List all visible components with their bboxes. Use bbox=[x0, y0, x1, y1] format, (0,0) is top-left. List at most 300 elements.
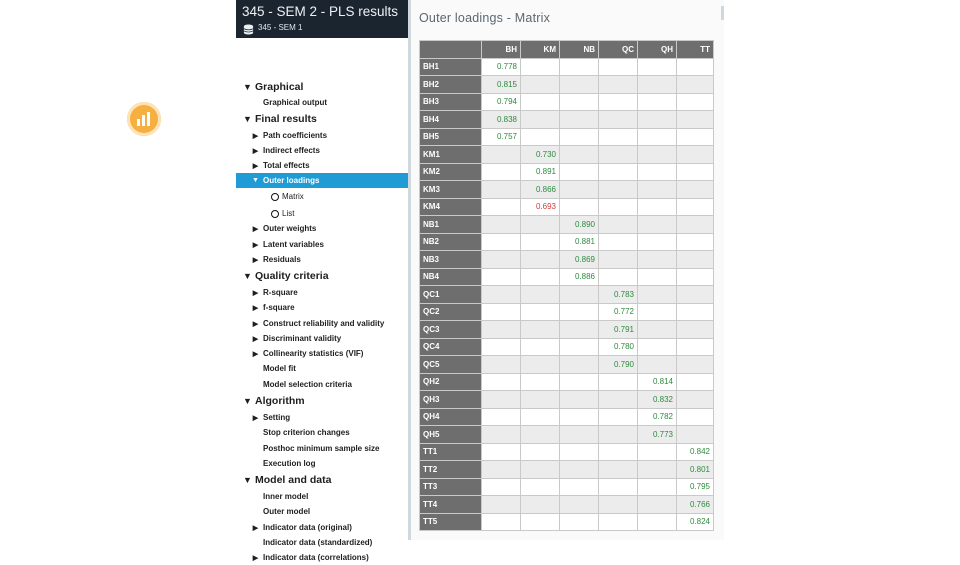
empty-cell bbox=[482, 233, 521, 251]
empty-cell bbox=[482, 496, 521, 514]
results-header bbox=[236, 0, 408, 38]
empty-cell bbox=[599, 496, 638, 514]
empty-cell bbox=[521, 408, 560, 426]
empty-cell bbox=[677, 338, 714, 356]
table-row bbox=[420, 356, 714, 374]
nav-item-label: Stop criterion changes bbox=[263, 428, 350, 437]
table-row bbox=[420, 426, 714, 444]
loading-value: 0.832 bbox=[638, 391, 677, 409]
empty-cell bbox=[638, 128, 677, 146]
nav-item-construct-reliability-and-validity[interactable] bbox=[236, 316, 423, 331]
empty-cell bbox=[560, 461, 599, 479]
loading-value: 0.890 bbox=[560, 216, 599, 234]
empty-cell bbox=[599, 181, 638, 199]
empty-cell bbox=[677, 251, 714, 269]
empty-cell bbox=[482, 216, 521, 234]
nav-item-label: Graphical output bbox=[263, 98, 327, 107]
empty-cell bbox=[599, 93, 638, 111]
loading-value: 0.866 bbox=[521, 181, 560, 199]
empty-cell bbox=[482, 513, 521, 531]
table-row bbox=[420, 163, 714, 181]
empty-cell bbox=[560, 198, 599, 216]
empty-cell bbox=[521, 373, 560, 391]
nav-item-label: Collinearity statistics (VIF) bbox=[263, 349, 364, 358]
empty-cell bbox=[638, 251, 677, 269]
column-header: KM bbox=[521, 41, 560, 59]
row-header: QC3 bbox=[420, 321, 482, 339]
empty-cell bbox=[599, 443, 638, 461]
row-header: TT1 bbox=[420, 443, 482, 461]
chart-badge-icon bbox=[127, 102, 161, 136]
nav-item-label: Indirect effects bbox=[263, 146, 320, 155]
nav-item-model-fit[interactable] bbox=[236, 361, 423, 376]
chevron-right-icon[interactable]: ▶ bbox=[252, 524, 259, 532]
empty-cell bbox=[560, 408, 599, 426]
empty-cell bbox=[560, 146, 599, 164]
empty-cell bbox=[482, 461, 521, 479]
row-header: BH2 bbox=[420, 76, 482, 94]
chevron-right-icon[interactable]: ▶ bbox=[252, 289, 259, 297]
loading-value: 0.778 bbox=[482, 58, 521, 76]
empty-cell bbox=[599, 251, 638, 269]
empty-cell bbox=[599, 216, 638, 234]
loading-value: 0.730 bbox=[521, 146, 560, 164]
empty-cell bbox=[599, 478, 638, 496]
empty-cell bbox=[482, 198, 521, 216]
nav-item-label: Model and data bbox=[255, 474, 332, 486]
chevron-right-icon[interactable]: ▶ bbox=[252, 350, 259, 358]
empty-cell bbox=[638, 356, 677, 374]
nav-item-outer-weights[interactable] bbox=[236, 221, 423, 236]
chevron-down-icon[interactable]: ▼ bbox=[243, 82, 252, 92]
empty-cell bbox=[560, 163, 599, 181]
empty-cell bbox=[482, 373, 521, 391]
nav-item-quality-criteria[interactable] bbox=[236, 268, 415, 284]
empty-cell bbox=[638, 198, 677, 216]
nav-item-label: Posthoc minimum sample size bbox=[263, 444, 380, 453]
table-row bbox=[420, 461, 714, 479]
empty-cell bbox=[677, 146, 714, 164]
row-header: NB1 bbox=[420, 216, 482, 234]
chevron-right-icon[interactable]: ▶ bbox=[252, 241, 259, 249]
nav-item-discriminant-validity[interactable] bbox=[236, 331, 423, 346]
nav-item-residuals[interactable] bbox=[236, 252, 423, 267]
nav-item-indirect-effects[interactable] bbox=[236, 143, 423, 158]
empty-cell bbox=[482, 478, 521, 496]
row-header: QC5 bbox=[420, 356, 482, 374]
empty-cell bbox=[482, 286, 521, 304]
empty-cell bbox=[677, 181, 714, 199]
loading-value: 0.838 bbox=[482, 111, 521, 129]
table-row bbox=[420, 146, 714, 164]
loading-value: 0.842 bbox=[677, 443, 714, 461]
loading-value: 0.693 bbox=[521, 198, 560, 216]
table-row bbox=[420, 408, 714, 426]
chevron-right-icon[interactable]: ▶ bbox=[252, 256, 259, 264]
empty-cell bbox=[482, 356, 521, 374]
empty-cell bbox=[677, 426, 714, 444]
row-header: NB4 bbox=[420, 268, 482, 286]
loading-value: 0.815 bbox=[482, 76, 521, 94]
empty-cell bbox=[521, 321, 560, 339]
empty-cell bbox=[599, 198, 638, 216]
empty-cell bbox=[560, 93, 599, 111]
empty-cell bbox=[560, 513, 599, 531]
empty-cell bbox=[521, 128, 560, 146]
empty-cell bbox=[599, 128, 638, 146]
empty-cell bbox=[638, 146, 677, 164]
empty-cell bbox=[521, 58, 560, 76]
empty-cell bbox=[482, 146, 521, 164]
empty-cell bbox=[599, 461, 638, 479]
nav-item-label: Algorithm bbox=[255, 395, 305, 407]
empty-cell bbox=[638, 513, 677, 531]
empty-cell bbox=[521, 461, 560, 479]
nav-item-label: Construct reliability and validity bbox=[263, 319, 385, 328]
nav-item-model-and-data[interactable] bbox=[236, 472, 415, 488]
row-header: NB3 bbox=[420, 251, 482, 269]
chevron-right-icon[interactable]: ▶ bbox=[252, 147, 259, 155]
empty-cell bbox=[482, 163, 521, 181]
empty-cell bbox=[638, 76, 677, 94]
empty-cell bbox=[599, 373, 638, 391]
matrix-corner bbox=[420, 41, 482, 59]
results-subtitle: 345 - SEM 1 bbox=[258, 23, 303, 32]
empty-cell bbox=[638, 181, 677, 199]
empty-cell bbox=[677, 408, 714, 426]
nav-item-label: Setting bbox=[263, 413, 291, 422]
table-row bbox=[420, 233, 714, 251]
chevron-down-icon[interactable]: ▼ bbox=[243, 271, 252, 281]
table-row bbox=[420, 373, 714, 391]
row-header: KM2 bbox=[420, 163, 482, 181]
empty-cell bbox=[599, 233, 638, 251]
row-header: TT5 bbox=[420, 513, 482, 531]
table-row bbox=[420, 181, 714, 199]
empty-cell bbox=[677, 268, 714, 286]
radio-icon[interactable] bbox=[271, 193, 279, 201]
empty-cell bbox=[638, 303, 677, 321]
nav-item-algorithm[interactable] bbox=[236, 393, 415, 409]
loading-value: 0.790 bbox=[599, 356, 638, 374]
empty-cell bbox=[560, 496, 599, 514]
nav-item-path-coefficients[interactable] bbox=[236, 128, 423, 143]
row-header: QH5 bbox=[420, 426, 482, 444]
chevron-down-icon[interactable]: ▼ bbox=[243, 475, 252, 485]
empty-cell bbox=[521, 268, 560, 286]
loading-value: 0.891 bbox=[521, 163, 560, 181]
nav-item-indicator-data-correlations[interactable] bbox=[236, 550, 423, 565]
row-header: BH5 bbox=[420, 128, 482, 146]
nav-item-label: Model selection criteria bbox=[263, 380, 352, 389]
empty-cell bbox=[560, 321, 599, 339]
nav-item-label: Outer loadings bbox=[263, 176, 320, 185]
empty-cell bbox=[521, 513, 560, 531]
empty-cell bbox=[677, 391, 714, 409]
page-title: Outer loadings - Matrix bbox=[419, 11, 551, 25]
empty-cell bbox=[677, 128, 714, 146]
table-row bbox=[420, 321, 714, 339]
loading-value: 0.791 bbox=[599, 321, 638, 339]
nav-item-label: Path coefficients bbox=[263, 131, 328, 140]
nav-item-inner-model[interactable] bbox=[236, 489, 423, 504]
empty-cell bbox=[677, 93, 714, 111]
empty-cell bbox=[599, 76, 638, 94]
empty-cell bbox=[677, 198, 714, 216]
empty-cell bbox=[482, 408, 521, 426]
nav-item-label: R-square bbox=[263, 288, 298, 297]
radio-icon[interactable] bbox=[271, 210, 279, 218]
empty-cell bbox=[599, 163, 638, 181]
empty-cell bbox=[677, 303, 714, 321]
empty-cell bbox=[521, 233, 560, 251]
nav-item-setting[interactable] bbox=[236, 410, 423, 425]
empty-cell bbox=[560, 356, 599, 374]
outer-loadings-matrix bbox=[419, 40, 714, 531]
nav-item-indicator-data-standardized[interactable] bbox=[236, 535, 423, 550]
empty-cell bbox=[482, 338, 521, 356]
empty-cell bbox=[482, 391, 521, 409]
empty-cell bbox=[677, 373, 714, 391]
empty-cell bbox=[638, 163, 677, 181]
empty-cell bbox=[638, 93, 677, 111]
empty-cell bbox=[560, 181, 599, 199]
nav-item-latent-variables[interactable] bbox=[236, 237, 423, 252]
table-row bbox=[420, 513, 714, 531]
loading-value: 0.780 bbox=[599, 338, 638, 356]
empty-cell bbox=[638, 233, 677, 251]
loading-value: 0.886 bbox=[560, 268, 599, 286]
empty-cell bbox=[599, 268, 638, 286]
loading-value: 0.795 bbox=[677, 478, 714, 496]
nav-item-label: Total effects bbox=[263, 161, 310, 170]
table-row bbox=[420, 58, 714, 76]
empty-cell bbox=[677, 233, 714, 251]
nav-item-model-selection-criteria[interactable] bbox=[236, 377, 423, 392]
empty-cell bbox=[638, 286, 677, 304]
nav-item-label: Model fit bbox=[263, 364, 296, 373]
database-icon bbox=[243, 22, 254, 40]
empty-cell bbox=[560, 426, 599, 444]
nav-item-label: Indicator data (standardized) bbox=[263, 538, 373, 547]
nav-item-indicator-data-original[interactable] bbox=[236, 520, 423, 535]
nav-item-f-square[interactable] bbox=[236, 300, 423, 315]
chevron-down-icon[interactable]: ▼ bbox=[243, 396, 252, 406]
chevron-down-icon[interactable]: ▼ bbox=[252, 177, 259, 184]
empty-cell bbox=[638, 111, 677, 129]
empty-cell bbox=[638, 443, 677, 461]
nav-item-label: f-square bbox=[263, 303, 295, 312]
chevron-right-icon[interactable]: ▶ bbox=[252, 414, 259, 422]
empty-cell bbox=[560, 478, 599, 496]
empty-cell bbox=[677, 356, 714, 374]
empty-cell bbox=[521, 478, 560, 496]
row-header: BH3 bbox=[420, 93, 482, 111]
row-header: TT4 bbox=[420, 496, 482, 514]
empty-cell bbox=[599, 58, 638, 76]
empty-cell bbox=[560, 373, 599, 391]
nav-item-label: Outer model bbox=[263, 507, 311, 516]
table-row bbox=[420, 268, 714, 286]
empty-cell bbox=[638, 268, 677, 286]
nav-item-label: Final results bbox=[255, 113, 317, 125]
empty-cell bbox=[677, 286, 714, 304]
row-header: TT2 bbox=[420, 461, 482, 479]
empty-cell bbox=[677, 163, 714, 181]
row-header: BH4 bbox=[420, 111, 482, 129]
row-header: QH3 bbox=[420, 391, 482, 409]
empty-cell bbox=[560, 303, 599, 321]
loading-value: 0.881 bbox=[560, 233, 599, 251]
nav-item-label: List bbox=[282, 209, 295, 218]
nav-item-outer-loadings[interactable] bbox=[236, 173, 423, 188]
table-row bbox=[420, 391, 714, 409]
nav-item-collinearity-statistics-vif[interactable] bbox=[236, 346, 423, 361]
empty-cell bbox=[638, 496, 677, 514]
loading-value: 0.783 bbox=[599, 286, 638, 304]
nav-item-label: Outer weights bbox=[263, 224, 317, 233]
empty-cell bbox=[677, 111, 714, 129]
empty-cell bbox=[521, 356, 560, 374]
table-row bbox=[420, 338, 714, 356]
empty-cell bbox=[521, 76, 560, 94]
table-row bbox=[420, 111, 714, 129]
nav-item-label: Latent variables bbox=[263, 240, 324, 249]
table-row bbox=[420, 496, 714, 514]
table-row bbox=[420, 286, 714, 304]
nav-item-label: Indicator data (correlations) bbox=[263, 553, 369, 562]
loading-value: 0.801 bbox=[677, 461, 714, 479]
table-row bbox=[420, 478, 714, 496]
row-header: KM3 bbox=[420, 181, 482, 199]
row-header: QC2 bbox=[420, 303, 482, 321]
empty-cell bbox=[560, 111, 599, 129]
loading-value: 0.814 bbox=[638, 373, 677, 391]
empty-cell bbox=[560, 443, 599, 461]
scrollbar[interactable] bbox=[721, 6, 724, 20]
empty-cell bbox=[560, 286, 599, 304]
empty-cell bbox=[677, 58, 714, 76]
empty-cell bbox=[521, 216, 560, 234]
nav-item-graphical[interactable] bbox=[236, 79, 415, 95]
column-header: NB bbox=[560, 41, 599, 59]
nav-item-label: Matrix bbox=[282, 192, 304, 201]
empty-cell bbox=[638, 321, 677, 339]
row-header: NB2 bbox=[420, 233, 482, 251]
nav-item-label: Indicator data (original) bbox=[263, 523, 352, 532]
matrix-header-row bbox=[420, 41, 714, 59]
row-header: QH2 bbox=[420, 373, 482, 391]
row-header: QC4 bbox=[420, 338, 482, 356]
table-row bbox=[420, 198, 714, 216]
empty-cell bbox=[521, 93, 560, 111]
empty-cell bbox=[677, 76, 714, 94]
empty-cell bbox=[638, 461, 677, 479]
table-row bbox=[420, 303, 714, 321]
empty-cell bbox=[638, 58, 677, 76]
table-row bbox=[420, 216, 714, 234]
row-header: BH1 bbox=[420, 58, 482, 76]
chevron-right-icon[interactable]: ▶ bbox=[252, 132, 259, 140]
empty-cell bbox=[560, 128, 599, 146]
table-row bbox=[420, 76, 714, 94]
empty-cell bbox=[521, 496, 560, 514]
empty-cell bbox=[677, 216, 714, 234]
empty-cell bbox=[638, 216, 677, 234]
empty-cell bbox=[638, 478, 677, 496]
empty-cell bbox=[560, 338, 599, 356]
loading-value: 0.772 bbox=[599, 303, 638, 321]
column-header: BH bbox=[482, 41, 521, 59]
table-row bbox=[420, 128, 714, 146]
chevron-down-icon[interactable]: ▼ bbox=[243, 114, 252, 124]
empty-cell bbox=[521, 443, 560, 461]
nav-item-label: Quality criteria bbox=[255, 270, 329, 282]
empty-cell bbox=[599, 146, 638, 164]
row-header: KM1 bbox=[420, 146, 482, 164]
chevron-right-icon[interactable]: ▶ bbox=[252, 162, 259, 170]
row-header: QC1 bbox=[420, 286, 482, 304]
table-row bbox=[420, 251, 714, 269]
nav-item-label: Graphical bbox=[255, 81, 304, 93]
nav-item-label: Execution log bbox=[263, 459, 316, 468]
column-header: TT bbox=[677, 41, 714, 59]
empty-cell bbox=[482, 443, 521, 461]
nav-item-stop-criterion-changes[interactable] bbox=[236, 425, 423, 440]
empty-cell bbox=[560, 391, 599, 409]
empty-cell bbox=[677, 321, 714, 339]
nav-item-graphical-output[interactable] bbox=[236, 95, 423, 110]
empty-cell bbox=[560, 76, 599, 94]
empty-cell bbox=[482, 303, 521, 321]
row-header: KM4 bbox=[420, 198, 482, 216]
nav-item-execution-log[interactable] bbox=[236, 456, 423, 471]
empty-cell bbox=[482, 426, 521, 444]
row-header: QH4 bbox=[420, 408, 482, 426]
chevron-right-icon[interactable]: ▶ bbox=[252, 320, 259, 328]
column-header: QH bbox=[638, 41, 677, 59]
empty-cell bbox=[521, 391, 560, 409]
empty-cell bbox=[599, 391, 638, 409]
empty-cell bbox=[482, 251, 521, 269]
loading-value: 0.794 bbox=[482, 93, 521, 111]
chevron-right-icon[interactable]: ▶ bbox=[252, 225, 259, 233]
empty-cell bbox=[482, 181, 521, 199]
empty-cell bbox=[521, 303, 560, 321]
row-header: TT3 bbox=[420, 478, 482, 496]
nav-item-final-results[interactable] bbox=[236, 111, 415, 127]
empty-cell bbox=[560, 58, 599, 76]
empty-cell bbox=[599, 111, 638, 129]
nav-item-outer-model[interactable] bbox=[236, 504, 423, 519]
nav-item-label: Residuals bbox=[263, 255, 301, 264]
column-header: QC bbox=[599, 41, 638, 59]
empty-cell bbox=[638, 338, 677, 356]
nav-item-posthoc-minimum-sample-size[interactable] bbox=[236, 441, 423, 456]
chevron-right-icon[interactable]: ▶ bbox=[252, 335, 259, 343]
chevron-right-icon[interactable]: ▶ bbox=[252, 304, 259, 312]
empty-cell bbox=[521, 426, 560, 444]
loading-value: 0.757 bbox=[482, 128, 521, 146]
nav-item-total-effects[interactable] bbox=[236, 158, 423, 173]
chevron-right-icon[interactable]: ▶ bbox=[252, 554, 259, 562]
nav-item-r-square[interactable] bbox=[236, 285, 423, 300]
empty-cell bbox=[521, 111, 560, 129]
loading-value: 0.869 bbox=[560, 251, 599, 269]
loading-value: 0.782 bbox=[638, 408, 677, 426]
main-panel bbox=[411, 0, 724, 540]
loading-value: 0.824 bbox=[677, 513, 714, 531]
